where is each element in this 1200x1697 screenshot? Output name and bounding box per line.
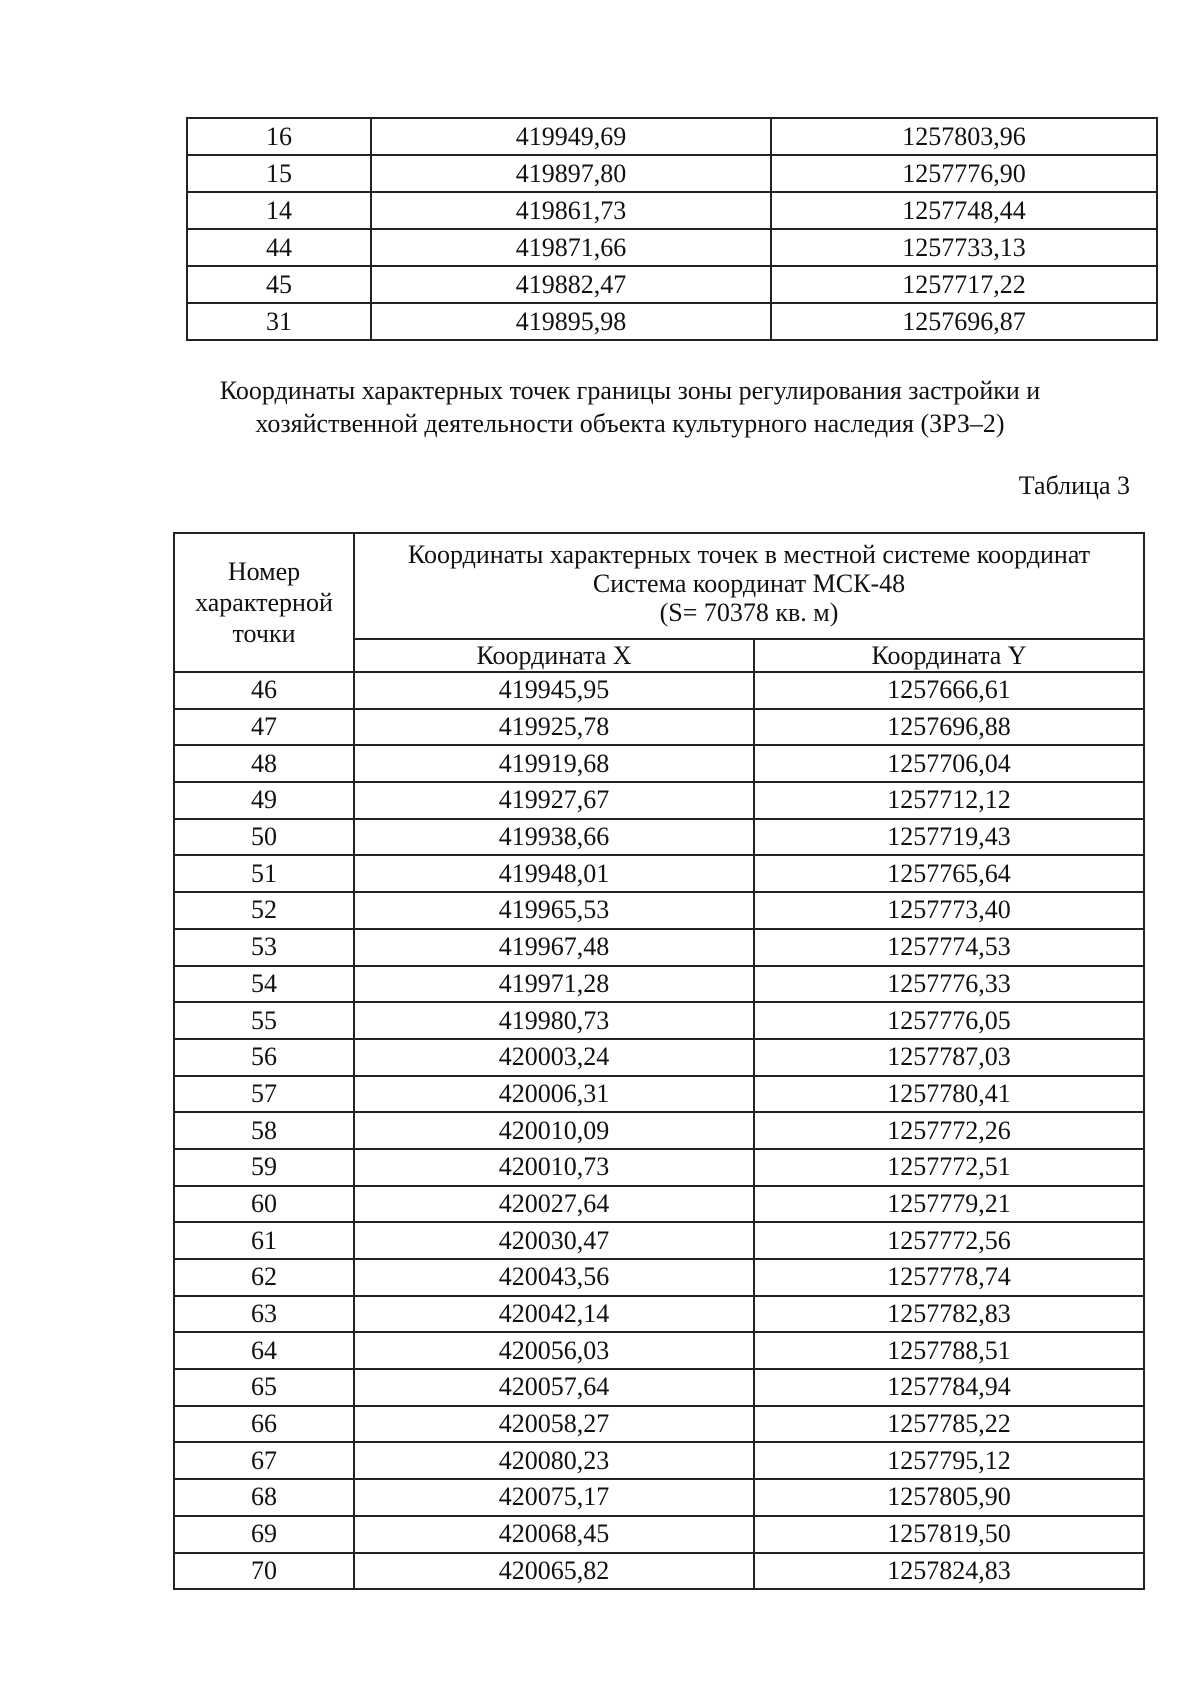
table-row bbox=[174, 1369, 1144, 1406]
point-number-cell: 50 bbox=[174, 819, 354, 856]
coordinate-x-cell: 419948,01 bbox=[354, 855, 754, 892]
coordinate-x-cell: 419967,48 bbox=[354, 929, 754, 966]
table-row bbox=[174, 1259, 1144, 1296]
point-number-cell: 14 bbox=[187, 192, 371, 229]
table-row bbox=[174, 1442, 1144, 1479]
coordinate-x-cell: 419895,98 bbox=[371, 303, 771, 340]
section-caption bbox=[150, 374, 1110, 440]
coordinate-y-cell: 1257706,04 bbox=[754, 745, 1144, 782]
coordinate-y-cell: 1257772,51 bbox=[754, 1149, 1144, 1186]
coordinate-x-cell: 419965,53 bbox=[354, 892, 754, 929]
table-row bbox=[187, 229, 1157, 266]
point-number-cell: 60 bbox=[174, 1186, 354, 1223]
coordinate-y-cell: 1257774,53 bbox=[754, 929, 1144, 966]
coordinate-y-cell: 1257779,21 bbox=[754, 1186, 1144, 1223]
main-table-body bbox=[174, 672, 1144, 1589]
coordinate-x-cell: 420080,23 bbox=[354, 1442, 754, 1479]
table-row bbox=[187, 266, 1157, 303]
point-number-cell: 56 bbox=[174, 1039, 354, 1076]
coordinate-y-cell: 1257719,43 bbox=[754, 819, 1144, 856]
table-row bbox=[174, 1332, 1144, 1369]
coordinate-x-cell: 420010,73 bbox=[354, 1149, 754, 1186]
table-row bbox=[174, 1296, 1144, 1333]
table-row bbox=[187, 118, 1157, 155]
table-row bbox=[174, 1406, 1144, 1443]
coordinate-y-cell: 1257772,56 bbox=[754, 1222, 1144, 1259]
table-row bbox=[174, 1186, 1144, 1223]
coordinate-y-cell: 1257776,90 bbox=[771, 155, 1157, 192]
coordinate-x-cell: 419971,28 bbox=[354, 966, 754, 1003]
coordinate-y-cell: 1257784,94 bbox=[754, 1369, 1144, 1406]
point-number-cell: 15 bbox=[187, 155, 371, 192]
table-row bbox=[187, 192, 1157, 229]
coordinate-x-cell: 419882,47 bbox=[371, 266, 771, 303]
table-row bbox=[187, 155, 1157, 192]
point-number-cell: 55 bbox=[174, 1002, 354, 1039]
coordinate-y-cell: 1257795,12 bbox=[754, 1442, 1144, 1479]
coordinate-y-cell: 1257824,83 bbox=[754, 1553, 1144, 1590]
header-group-line-2: Система координат МСК-48 bbox=[592, 569, 906, 598]
table-row bbox=[174, 819, 1144, 856]
coordinate-x-cell: 420065,82 bbox=[354, 1553, 754, 1590]
header-group-line-3: (S= 70378 кв. м) bbox=[659, 598, 839, 627]
table-label: Таблица 3 bbox=[1018, 471, 1130, 500]
header-point-number-line-3: точки bbox=[232, 619, 296, 648]
point-number-cell: 44 bbox=[187, 229, 371, 266]
caption-line-2: хозяйственной деятельности объекта культурного наследия (ЗРЗ–2) bbox=[255, 409, 1005, 438]
coordinate-x-cell: 419871,66 bbox=[371, 229, 771, 266]
coordinate-y-cell: 1257666,61 bbox=[754, 672, 1144, 709]
point-number-cell: 68 bbox=[174, 1479, 354, 1516]
point-number-cell: 54 bbox=[174, 966, 354, 1003]
point-number-cell: 61 bbox=[174, 1222, 354, 1259]
table-row bbox=[174, 1516, 1144, 1553]
coordinate-x-cell: 420003,24 bbox=[354, 1039, 754, 1076]
table-row bbox=[174, 1076, 1144, 1113]
table-row bbox=[174, 1553, 1144, 1590]
point-number-cell: 51 bbox=[174, 855, 354, 892]
header-coordinate-x: Координата X bbox=[354, 639, 754, 672]
coordinate-y-cell: 1257819,50 bbox=[754, 1516, 1144, 1553]
coordinate-y-cell: 1257785,22 bbox=[754, 1406, 1144, 1443]
point-number-cell: 58 bbox=[174, 1112, 354, 1149]
coordinate-x-cell: 419938,66 bbox=[354, 819, 754, 856]
coordinate-x-cell: 420056,03 bbox=[354, 1332, 754, 1369]
coordinate-y-cell: 1257776,05 bbox=[754, 1002, 1144, 1039]
coordinate-x-cell: 419945,95 bbox=[354, 672, 754, 709]
coordinate-x-cell: 419927,67 bbox=[354, 782, 754, 819]
coordinate-y-cell: 1257780,41 bbox=[754, 1076, 1144, 1113]
point-number-cell: 52 bbox=[174, 892, 354, 929]
table-row bbox=[174, 1039, 1144, 1076]
coordinate-x-cell: 419949,69 bbox=[371, 118, 771, 155]
main-table-header bbox=[174, 533, 1144, 672]
coordinate-y-cell: 1257782,83 bbox=[754, 1296, 1144, 1333]
table-row bbox=[174, 1149, 1144, 1186]
coordinate-y-cell: 1257788,51 bbox=[754, 1332, 1144, 1369]
coordinate-x-cell: 420058,27 bbox=[354, 1406, 754, 1443]
point-number-cell: 64 bbox=[174, 1332, 354, 1369]
point-number-cell: 63 bbox=[174, 1296, 354, 1333]
table-row bbox=[174, 782, 1144, 819]
header-coordinate-y: Координата Y bbox=[754, 639, 1144, 672]
table-row bbox=[174, 929, 1144, 966]
table-row bbox=[187, 303, 1157, 340]
point-number-cell: 31 bbox=[187, 303, 371, 340]
header-group-line-1: Координаты характерных точек в местной системе координат bbox=[407, 540, 1091, 569]
table-row bbox=[174, 855, 1144, 892]
coordinate-x-cell: 420030,47 bbox=[354, 1222, 754, 1259]
coordinate-y-cell: 1257765,64 bbox=[754, 855, 1144, 892]
table-row bbox=[174, 892, 1144, 929]
top-table-body bbox=[187, 118, 1157, 340]
point-number-cell: 47 bbox=[174, 709, 354, 746]
point-number-cell: 65 bbox=[174, 1369, 354, 1406]
coordinate-y-cell: 1257803,96 bbox=[771, 118, 1157, 155]
table-row bbox=[174, 745, 1144, 782]
coordinate-x-cell: 420006,31 bbox=[354, 1076, 754, 1113]
point-number-cell: 49 bbox=[174, 782, 354, 819]
header-coordinates-group bbox=[354, 533, 1144, 639]
point-number-cell: 69 bbox=[174, 1516, 354, 1553]
coordinate-y-cell: 1257776,33 bbox=[754, 966, 1144, 1003]
coordinate-y-cell: 1257778,74 bbox=[754, 1259, 1144, 1296]
coordinate-y-cell: 1257733,13 bbox=[771, 229, 1157, 266]
coordinate-x-cell: 420057,64 bbox=[354, 1369, 754, 1406]
point-number-cell: 16 bbox=[187, 118, 371, 155]
point-number-cell: 59 bbox=[174, 1149, 354, 1186]
coordinate-x-cell: 420068,45 bbox=[354, 1516, 754, 1553]
point-number-cell: 53 bbox=[174, 929, 354, 966]
header-point-number-line-2: характерной bbox=[195, 588, 333, 617]
point-number-cell: 48 bbox=[174, 745, 354, 782]
coordinate-x-cell: 419980,73 bbox=[354, 1002, 754, 1039]
coordinate-y-cell: 1257712,12 bbox=[754, 782, 1144, 819]
coordinate-x-cell: 419919,68 bbox=[354, 745, 754, 782]
table-row bbox=[174, 1479, 1144, 1516]
caption-line-1: Координаты характерных точек границы зоны регулирования застройки и bbox=[219, 376, 1041, 405]
coordinate-y-cell: 1257696,87 bbox=[771, 303, 1157, 340]
coordinate-x-cell: 419861,73 bbox=[371, 192, 771, 229]
table-row bbox=[174, 1222, 1144, 1259]
coordinate-y-cell: 1257748,44 bbox=[771, 192, 1157, 229]
coordinate-x-cell: 419925,78 bbox=[354, 709, 754, 746]
table-row bbox=[174, 1002, 1144, 1039]
coordinate-y-cell: 1257696,88 bbox=[754, 709, 1144, 746]
point-number-cell: 67 bbox=[174, 1442, 354, 1479]
coordinate-x-cell: 420075,17 bbox=[354, 1479, 754, 1516]
coordinate-y-cell: 1257773,40 bbox=[754, 892, 1144, 929]
table-row bbox=[174, 709, 1144, 746]
coordinate-y-cell: 1257805,90 bbox=[754, 1479, 1144, 1516]
point-number-cell: 62 bbox=[174, 1259, 354, 1296]
header-point-number bbox=[174, 533, 354, 672]
point-number-cell: 57 bbox=[174, 1076, 354, 1113]
point-number-cell: 66 bbox=[174, 1406, 354, 1443]
table-row bbox=[174, 1112, 1144, 1149]
coordinate-x-cell: 420027,64 bbox=[354, 1186, 754, 1223]
table-row bbox=[174, 966, 1144, 1003]
coordinate-y-cell: 1257717,22 bbox=[771, 266, 1157, 303]
coordinate-x-cell: 420043,56 bbox=[354, 1259, 754, 1296]
coordinate-x-cell: 419897,80 bbox=[371, 155, 771, 192]
top-coordinates-table bbox=[186, 117, 1158, 341]
coordinate-x-cell: 420042,14 bbox=[354, 1296, 754, 1333]
main-coordinates-table bbox=[173, 532, 1145, 1590]
point-number-cell: 45 bbox=[187, 266, 371, 303]
point-number-cell: 46 bbox=[174, 672, 354, 709]
coordinate-y-cell: 1257772,26 bbox=[754, 1112, 1144, 1149]
coordinate-x-cell: 420010,09 bbox=[354, 1112, 754, 1149]
header-point-number-line-1: Номер bbox=[227, 557, 301, 586]
table-row bbox=[174, 672, 1144, 709]
coordinate-y-cell: 1257787,03 bbox=[754, 1039, 1144, 1076]
point-number-cell: 70 bbox=[174, 1553, 354, 1590]
